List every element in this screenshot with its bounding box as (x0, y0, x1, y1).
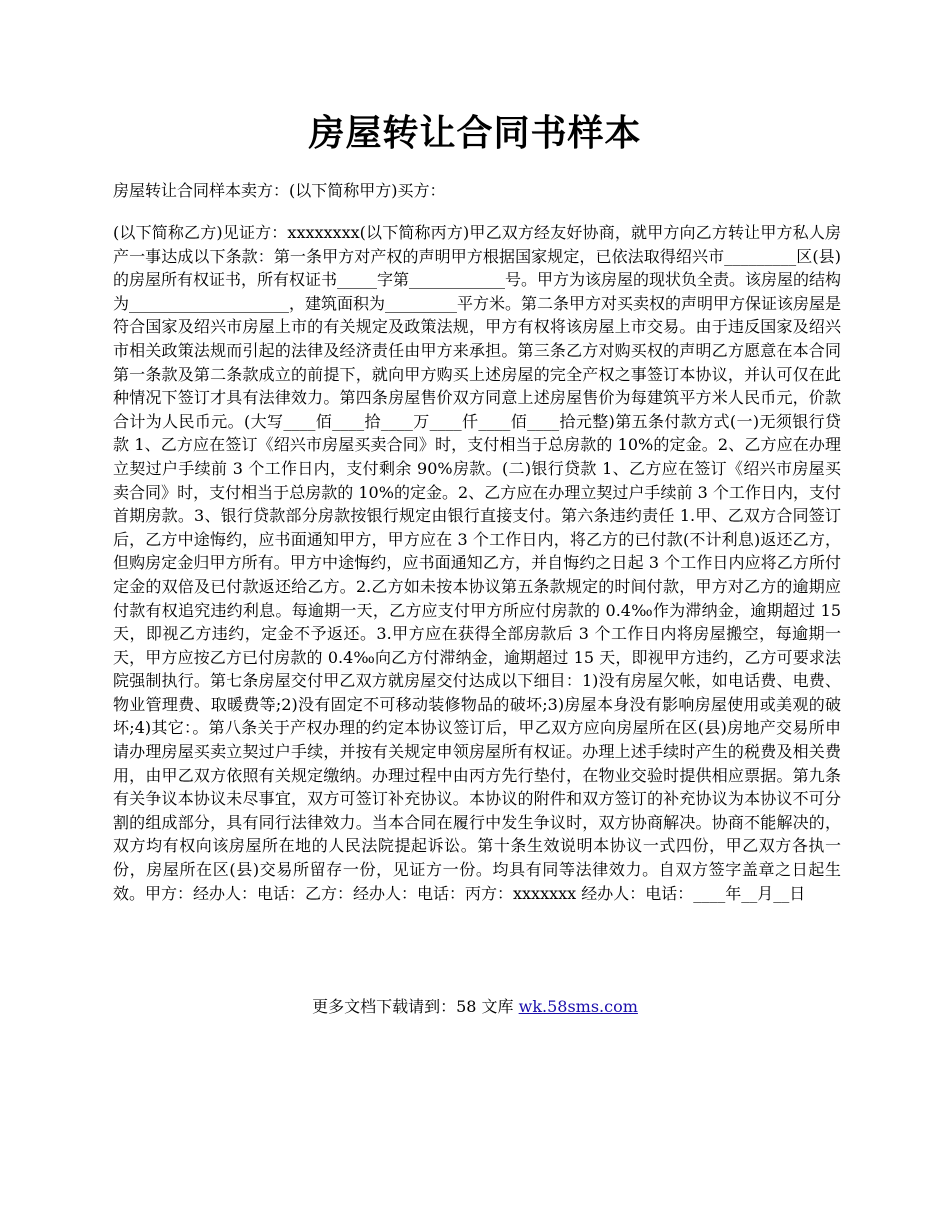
footer-prefix: 更多文档下载请到：58 文库 (312, 997, 519, 1016)
footer (0, 996, 950, 1018)
document-title: 房屋转让合同书样本 (308, 113, 642, 154)
document-body: (以下简称乙方)见证方：xxxxxxxx(以下简称丙方)甲乙双方经友好协商，就甲方向乙方转让甲方私人房产一事达成以下条款：第一条甲方对产权的声明甲方根据国家规定，已依法取得绍兴市_________区(县)的房屋所有权证书，所有权证书_____字第____________号。甲方为该房屋的现状负全责。该房屋的结构为____________________，建筑面积为_________平方米。第二条甲方对买卖权的声明甲方保证该房屋是符合国家及绍兴市房屋上市的有关规定及政策法规，甲方有权将该房屋上市交易。由于违反国家及绍兴市相关政策法规而引起的法律及经济责任由甲方来承担。第三条乙方对购买权的声明乙方愿意在本合同第一条款及第二条款成立的前提下，就向甲方购买上述房屋的完全产权之事签订本协议，并认可仅在此种情况下签订才具有法律效力。第四条房屋售价双方同意上述房屋售价为每建筑平方米人民币元，价款合计为人民币元。(大写____佰____拾____万____仟____佰____拾元整)第五条付款方式(一)无须银行贷款 1、乙方应在签订《绍兴市房屋买卖合同》时，支付相当于总房款的 10%的定金。2、乙方应在办理立契过户手续前 3 个工作日内，支付剩余 90%房款。(二)银行贷款 1、乙方应在签订《绍兴市房屋买卖合同》时，支付相当于总房款的 10%的定金。2、乙方应在办理立契过户手续前 3 个工作日内，支付首期房款。3、银行贷款部分房款按银行规定由银行直接支付。第六条违约责任 1.甲、乙双方合同签订后，乙方中途悔约，应书面通知甲方，甲方应在 3 个工作日内，将乙方的已付款(不计利息)返还乙方，但购房定金归甲方所有。甲方中途悔约，应书面通知乙方，并自悔约之日起 3 个工作日内应将乙方所付定金的双倍及已付款返还给乙方。2.乙方如未按本协议第五条款规定的时间付款，甲方对乙方的逾期应付款有权追究违约利息。每逾期一天，乙方应支付甲方所应付房款的 0.4‰作为滞纳金，逾期超过 15 天，即视乙方违约，定金不予返还。3.甲方应在获得全部房款后 3 个工作日内将房屋搬空，每逾期一天，甲方应按乙方已付房款的 0.4‰向乙方付滞纳金，逾期超过 15 天，即视甲方违约，乙方可要求法院强制执行。第七条房屋交付甲乙双方就房屋交付达成以下细目：1)没有房屋欠帐，如电话费、电费、物业管理费、取暖费等;2)没有固定不可移动装修物品的破坏;3)房屋本身没有影响房屋使用或美观的破坏;4)其它：。第八条关于产权办理的约定本协议签订后，甲乙双方应向房屋所在区(县)房地产交易所申请办理房屋买卖立契过户手续，并按有关规定申领房屋所有权证。办理上述手续时产生的税费及相关费用，由甲乙双方依照有关规定缴纳。办理过程中由丙方先行垫付，在物业交验时提供相应票据。第九条有关争议本协议未尽事宜，双方可签订补充协议。本协议的附件和双方签订的补充协议为本协议不可分割的组成部分，具有同行法律效力。当本合同在履行中发生争议时，双方协商解决。协商不能解决的，双方均有权向该房屋所在地的人民法院提起诉讼。第十条生效说明本协议一式四份，甲乙双方各执一份，房屋所在区(县)交易所留存一份，见证方一份。均具有同等法律效力。自双方签字盖章之日起生效。甲方：经办人：电话：乙方：经办人：电话：丙方：xxxxxxx 经办人：电话：____年__月__日 (113, 223, 842, 903)
footer-link[interactable]: wk.58sms.com (518, 997, 638, 1016)
document-intro: 房屋转让合同样本卖方：(以下简称甲方)买方： (113, 181, 446, 200)
